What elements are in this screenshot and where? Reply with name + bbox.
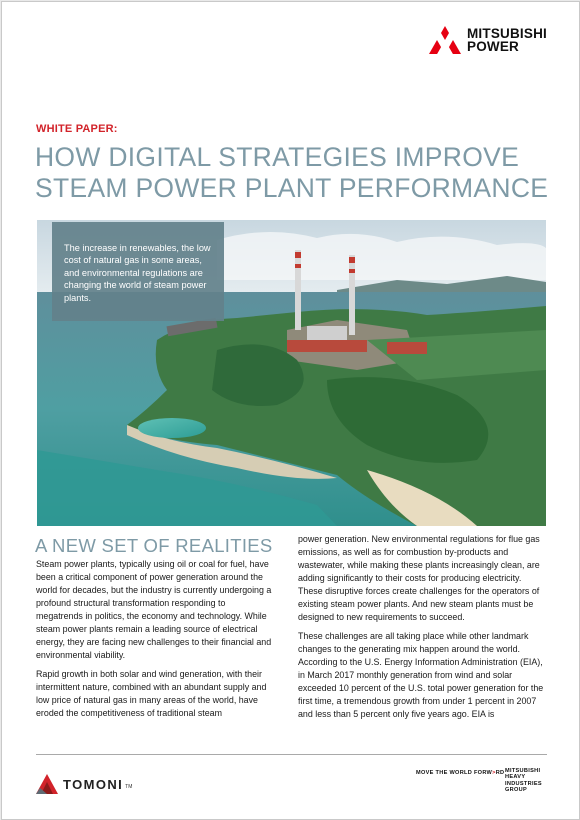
logo-text-line2: POWER <box>466 39 519 54</box>
paragraph: Steam power plants, typically using oil or coal for fuel, have been a critical component of power generation around the world for decades, but the industry is currently undergoing a profound structural transformation responding to megatrends in politics, the economy and technology. While steam power plants remain a leading source of electrical energy, they are facing new challenges to their financial and environmental viability. <box>36 559 272 660</box>
hero-overlay-text: The increase in renewables, the low cost of natural gas in some areas, and environmental regulations are changing the world of steam power plants. <box>64 243 211 303</box>
paragraph: These challenges are all taking place while other landmark changes to the generating mix happen around the world. According to the U.S. Energy Information Administration (EIA), in March 2017 monthly generation from wind and solar exceeded 10 percent of the U.S. total power generation for the first time, a tremendous growth from under 1 percent in 2007 and less than 5 percent only five years ago. EIA is <box>298 631 544 719</box>
paragraph: Rapid growth in both solar and wind generation, with their intermittent nature, combined with an abundant supply and low price of natural gas in many areas of the world, have eroded the competitiveness of traditional steam <box>36 669 267 718</box>
tagline-part1: MOVE THE WORLD FORW <box>416 770 493 776</box>
logo-text-line1: MITSUBISHI <box>466 26 547 41</box>
tomoni-label: TOMONI <box>63 776 124 792</box>
body-column-left <box>36 558 274 726</box>
mitsubishi-three-diamonds-icon <box>429 26 461 54</box>
document-page <box>1 1 580 820</box>
tomoni-tm: TM <box>125 784 133 790</box>
footer-divider <box>36 754 547 755</box>
body-column-right <box>298 533 548 727</box>
tagline-part2: RD <box>495 770 505 776</box>
paragraph: power generation. New environmental regulations for flue gas emissions, as well as for combustion by-products and wastewater, while making these plants increasingly clean, are adding significantly to their costs for producing electricity. These disruptive forces create challenges for the operators of existing steam power plants. And new steam plants must be designed to new requirements to succeed. <box>298 534 540 622</box>
mhi-group-label: MITSUBISHI HEAVY INDUSTRIES GROUP <box>505 768 542 794</box>
tomoni-triangle-icon <box>36 774 58 794</box>
mitsubishi-power-logo <box>429 26 547 54</box>
tagline-arrow: > <box>492 770 496 776</box>
footer-tagline <box>416 770 504 776</box>
section-heading: A NEW SET OF REALITIES <box>35 535 273 556</box>
eyebrow-label: WHITE PAPER: <box>36 123 118 135</box>
page-title: HOW DIGITAL STRATEGIES IMPROVE STEAM POWER PLANT PERFORMANCE <box>35 142 549 203</box>
tomoni-logo <box>36 774 132 794</box>
